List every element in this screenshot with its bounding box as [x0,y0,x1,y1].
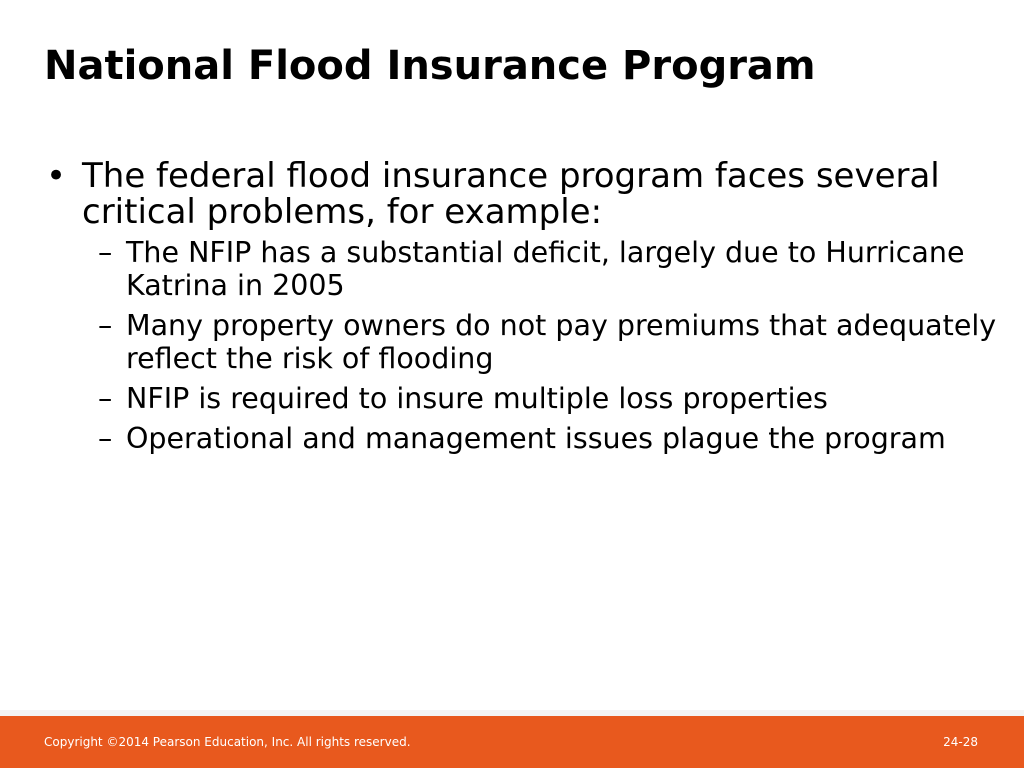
sub-bullet-item [44,422,1004,455]
page-number: 24-28 [943,735,978,749]
sub-bullet-text: Operational and management issues plague the program [126,422,946,455]
slide-content [44,158,1004,462]
sub-bullet-text: The NFIP has a substantial deficit, largely due to Hurricane Katrina in 2005 [126,236,965,302]
footer-bar [0,716,1024,768]
sub-bullet-text: Many property owners do not pay premiums that adequately reflect the risk of flooding [126,309,997,375]
sub-bullet-text: NFIP is required to insure multiple loss properties [126,382,828,415]
bullet-item [44,158,1004,230]
sub-bullet-item [44,236,1004,302]
sub-bullet-item [44,309,1004,375]
bullet-marker: • [46,156,67,196]
sub-bullet-marker: – [98,422,113,455]
sub-bullet-marker: – [98,309,113,342]
sub-bullet-item [44,382,1004,415]
sub-bullet-marker: – [98,382,113,415]
sub-bullet-marker: – [98,236,113,269]
copyright-text: Copyright ©2014 Pearson Education, Inc. All rights reserved. [44,735,411,749]
slide-title: National Flood Insurance Program [44,43,816,89]
bullet-text: The federal flood insurance program faces several critical problems, for example: [82,156,940,232]
